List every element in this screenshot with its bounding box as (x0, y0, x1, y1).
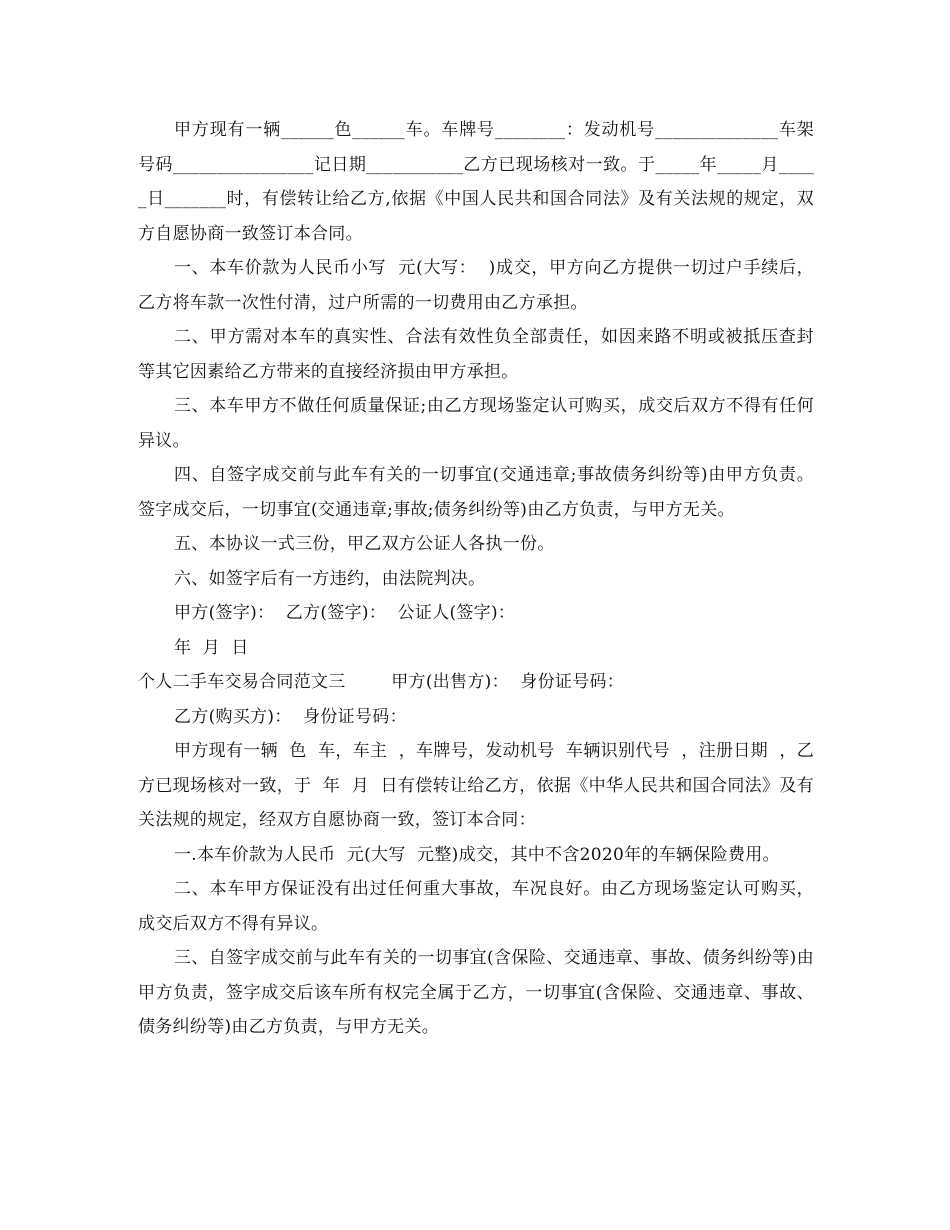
paragraph-clause-6: 六、如签字后有一方违约，由法院判决。 (174, 568, 486, 589)
paragraph-price-clause: 一.本车价款为人民币 元(大写 元整)成交，其中不含2020年的车辆保险费用。 (174, 844, 780, 865)
paragraph-vehicle-info-2: 甲方现有一辆 色 车，车主 ，车牌号，发动机号 车辆识别代号 ，注册日期 ，乙方已现场核对一致，于 年 月 日有偿转让给乙方，依据《中华人民共和国合同法》及有关法规的规定，经双方自愿协商一致，签订本合同： (138, 741, 814, 830)
paragraph-clause-2: 二、甲方需对本车的真实性、合法有效性负全部责任，如因来路不明或被抵压查封等其它因素给乙方带来的直接经济损由甲方承担。 (138, 327, 814, 382)
paragraph-clause-1: 一、本车价款为人民币小写 元(大写： )成交，甲方向乙方提供一切过户手续后，乙方将车款一次性付清，过户所需的一切费用由乙方承担。 (138, 258, 814, 313)
paragraph-clause-4: 四、自签字成交前与此车有关的一切事宜(交通违章;事故债务纠纷等)由甲方负责。签字成交后，一切事宜(交通违章;事故;债务纠纷等)由乙方负责，与甲方无关。 (138, 465, 814, 520)
buyer-line: 乙方(购买方)： 身份证号码： (174, 706, 407, 727)
section-heading-contract-3: 个人二手车交易合同范文三 甲方(出售方)： 身份证号码： (138, 672, 625, 692)
date-line: 年 月 日 (174, 637, 249, 658)
signature-line: 甲方(签字)： 乙方(签字)： 公证人(签字)： (174, 603, 516, 623)
paragraph-clause-3: 三、本车甲方不做任何质量保证;由乙方现场鉴定认可购买，成交后双方不得有任何异议。 (138, 396, 814, 451)
paragraph-responsibility-clause: 三、自签字成交前与此车有关的一切事宜(含保险、交通违章、事故、债务纠纷等)由甲方负责，签字成交后该车所有权完全属于乙方，一切事宜(含保险、交通违章、事故、债务纠纷等)由乙方负责，与甲方无关。 (138, 948, 814, 1037)
contract-body (138, 113, 814, 1045)
paragraph-clause-5: 五、本协议一式三份，甲乙双方公证人各执一份。 (174, 534, 555, 554)
paragraph-vehicle-info: 甲方现有一辆______色______车。车牌号________：发动机号______________车架号码________________记日期___________乙方已现场核对一致。于_____年_____月_____日_______时，有偿转让给乙方,依据《中国人民共和国合同法》及有关法规的规定，双方自愿协商一致签订本合同。 (138, 120, 814, 244)
paragraph-guarantee-clause: 二、本车甲方保证没有出过任何重大事故，车况良好。由乙方现场鉴定认可购买，成交后双方不得有异议。 (138, 879, 814, 934)
